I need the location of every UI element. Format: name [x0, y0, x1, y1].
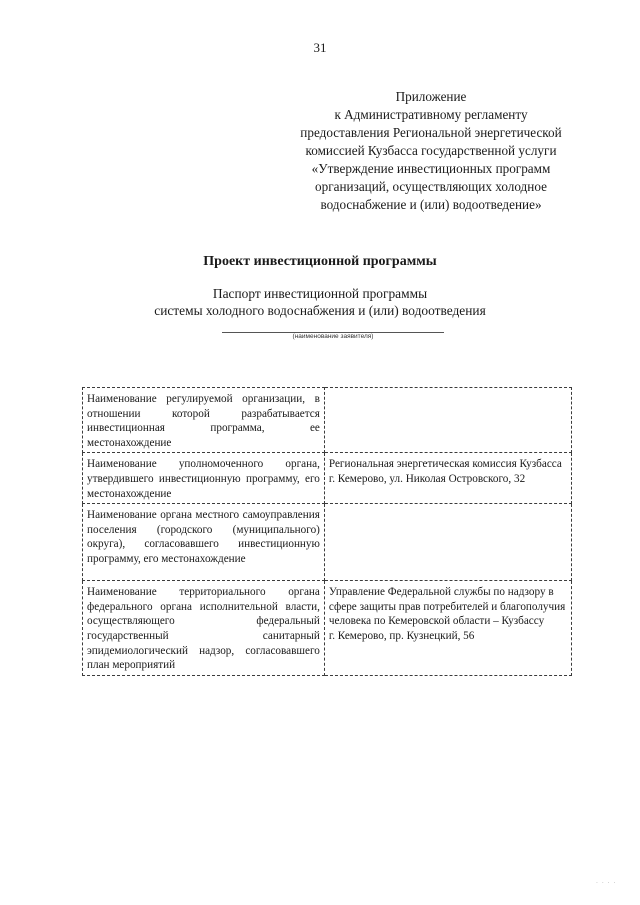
value-line: г. Кемерово, ул. Николая Островского, 32: [328, 472, 526, 485]
table-row: [83, 453, 572, 504]
passport-table: [82, 387, 572, 676]
row-label: Наименование регулируемой организации, в отношении которой разрабатывается инвестиционная программа, ее местонахождение: [83, 388, 325, 453]
row-label: Наименование органа местного самоуправления поселения (городского (муниципального) округа), согласовавшего инвестиционную программу, его местонахождение: [83, 504, 325, 581]
document-title: Проект инвестиционной программы: [203, 254, 437, 269]
row-label: Наименование уполномоченного органа, утвердившего инвестиционную программу, его местонахождение: [83, 453, 325, 504]
appendix-line: водоснабжение и (или) водоотведение»: [320, 197, 542, 212]
appendix-line: «Утверждение инвестиционных программ: [311, 161, 551, 176]
passport-heading: [0, 285, 640, 319]
value-line: Управление Федеральной службы по надзору в сфере защиты прав потребителей и благополучия человека по Кемеровской области – Кузбассу: [328, 586, 566, 628]
row-value: [324, 581, 571, 676]
page-number: 31: [313, 40, 327, 55]
appendix-line: комиссией Кузбасса государственной услуги: [305, 143, 557, 158]
scan-artifact: · · · ·: [596, 880, 617, 887]
applicant-name-caption: (наименование заявителя): [292, 333, 374, 340]
table-row: [83, 388, 572, 453]
passport-line: системы холодного водоснабжения и (или) водоотведения: [154, 303, 486, 318]
row-value: [324, 388, 571, 453]
value-line: Региональная энергетическая комиссия Кузбасса: [328, 458, 562, 471]
table-row: [83, 581, 572, 676]
appendix-line: Приложение: [395, 89, 467, 104]
appendix-line: предоставления Региональной энергетической: [300, 125, 562, 140]
appendix-line: к Административному регламенту: [334, 107, 528, 122]
row-value: [324, 504, 571, 581]
value-line: г. Кемерово, пр. Кузнецкий, 56: [328, 629, 475, 642]
row-value: [324, 453, 571, 504]
passport-line: Паспорт инвестиционной программы: [212, 286, 428, 301]
appendix-line: организаций, осуществляющих холодное: [315, 179, 547, 194]
table-row: [83, 504, 572, 581]
row-label: Наименование территориального органа федерального органа исполнительной власти, осуществляющего федеральный государственный санитарный эпидемиологический надзор, согласовавшего план мероприятий: [83, 581, 325, 676]
appendix-header: [270, 88, 592, 214]
